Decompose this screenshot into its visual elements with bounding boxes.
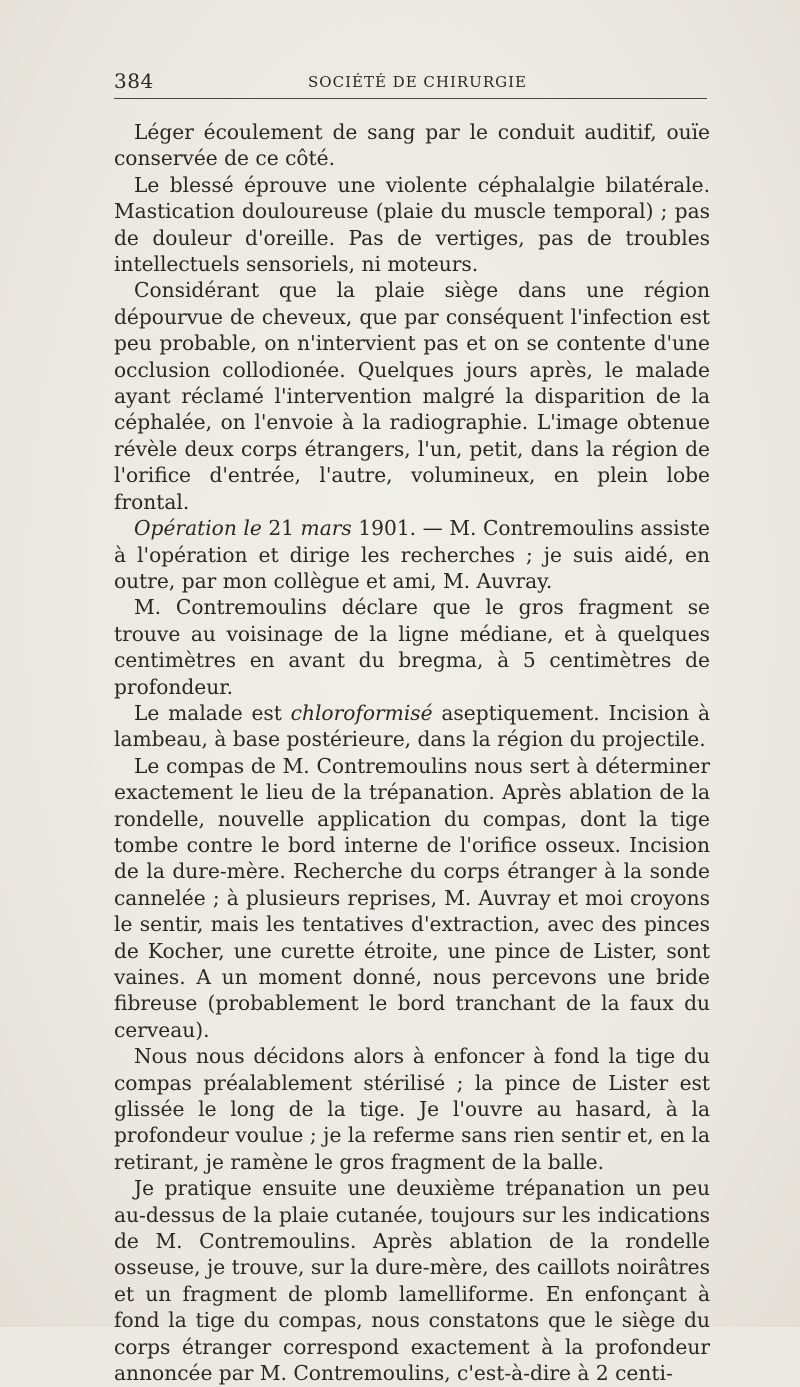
paragraph-anesthesia [114, 700, 710, 753]
paragraph-text: 1901. — M. Contremoulins assiste à l'opération et dirige les recherches ; je suis aidé, en outre, par mon collègue et ami, M. Auvray. [114, 516, 711, 593]
paragraph: Léger écoulement de sang par le conduit auditif, ouïe conservée de ce côté. [114, 120, 710, 171]
page-number: 384 [114, 69, 154, 93]
running-title: SOCIÉTÉ DE CHIRURGIE [308, 73, 527, 91]
body-text [114, 119, 710, 1387]
paragraph-operation-date [114, 515, 710, 594]
paragraph-text: Le malade est [134, 700, 291, 725]
date-day: 21 [261, 516, 301, 541]
paragraph: Je pratique ensuite une deuxième trépanation un peu au-dessus de la plaie cutanée, toujours sur les indications de M. Contremoulins. Après ablation de la rondelle osseuse, je trouve, sur la dure-mère, des caillots noirâtres et un fragment de plomb lamelliforme. En enfonçant à fond la tige du compas, nous constatons que le siège du corps étranger correspond exactement à la profondeur annoncée par M. Contremoulins, c'est-à-dire à 2 centi- [114, 1176, 710, 1386]
italic-text: mars [300, 516, 352, 541]
paragraph: Considérant que la plaie siège dans une région dépourvue de cheveux, que par conséquent l'infection est peu probable, on n'intervient pas et on se contente d'une occlusion collodionée. Quelques jours après, le malade ayant réclamé l'intervention malgré la disparition de la céphalée, on l'envoie à la radiographie. L'image obtenue révèle deux corps étrangers, l'un, petit, dans la région de l'orifice d'entrée, l'autre, volumineux, en plein lobe frontal. [114, 278, 710, 514]
paragraph: Nous nous décidons alors à enfoncer à fond la tige du compas préalablement stérilisé ; la pince de Lister est glissée le long de la tige. Je l'ouvre au hasard, à la profondeur voulue ; je la referme sans rien sentir et, en la retirant, je ramène le gros fragment de la balle. [114, 1044, 710, 1174]
paragraph: Le blessé éprouve une violente céphalalgie bilatérale. Mastication douloureuse (plaie du muscle temporal) ; pas de douleur d'oreille. Pas de vertiges, pas de troubles intellectuels sensoriels, ni moteurs. [114, 172, 710, 277]
italic-text: Opération le [134, 516, 262, 541]
paragraph: Le compas de M. Contremoulins nous sert à déterminer exactement le lieu de la trépanation. Après ablation de la rondelle, nouvelle application du compas, dont la tige tombe contre le bord interne de l'orifice osseux. Incision de la dure-mère. Recherche du corps étranger à la sonde cannelée ; à plusieurs reprises, M. Auvray et moi croyons le sentir, mais les tentatives d'extraction, avec des pinces de Kocher, une curette étroite, une pince de Lister, sont vaines. A un moment donné, nous percevons une bride fibreuse (probablement le bord tranchant de la faux du cerveau). [114, 753, 710, 1042]
page-header [114, 64, 707, 99]
italic-text: chloroformisé [290, 700, 433, 725]
paragraph: M. Contremoulins déclare que le gros fragment se trouve au voisinage de la ligne médiane, et à quelques centimètres en avant du bregma, à 5 centimètres de profondeur. [114, 595, 710, 699]
paragraph-text: aseptiquement. Incision à lambeau, à base postérieure, dans la région du projectile. [114, 700, 710, 752]
